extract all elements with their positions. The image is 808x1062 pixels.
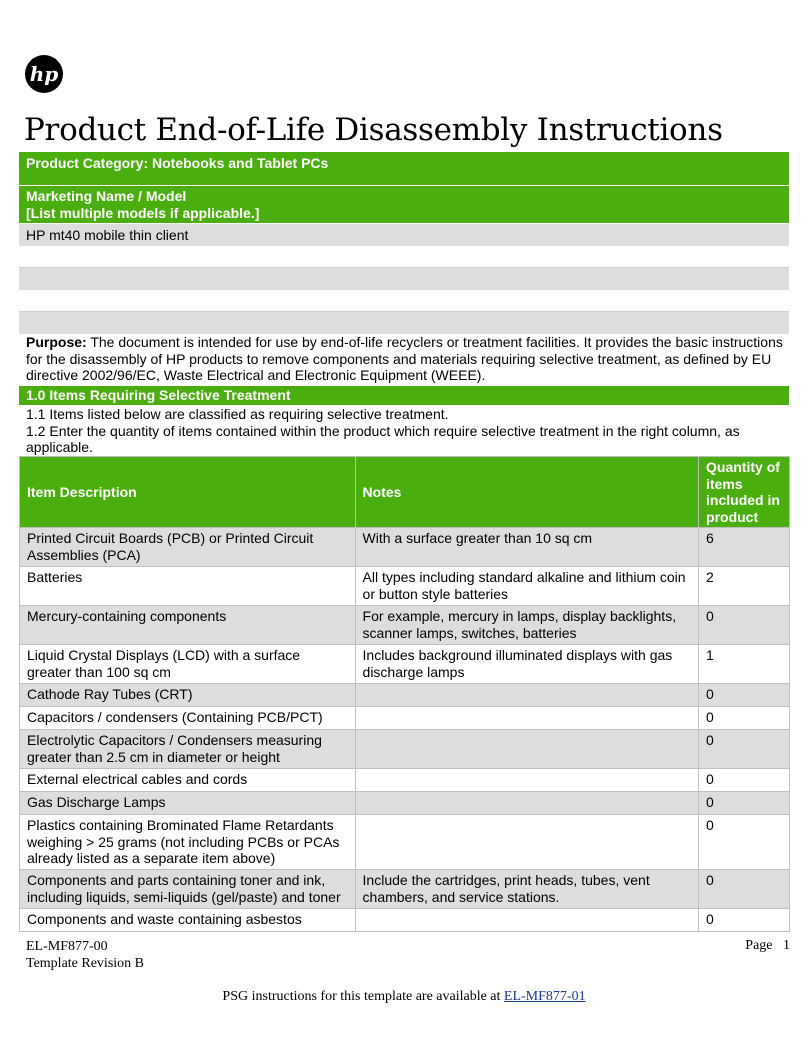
cell-item: Gas Discharge Lamps [20, 792, 356, 815]
items-table [19, 456, 790, 932]
cell-notes [355, 792, 699, 815]
model-row [19, 290, 789, 312]
psg-note: PSG instructions for this template are available at EL-MF877-01 [222, 989, 586, 1004]
cell-qty: 0 [699, 909, 790, 932]
table-row [20, 792, 790, 815]
cell-item: Liquid Crystal Displays (LCD) with a surface greater than 100 sq cm [20, 645, 356, 684]
instruction-line: 1.2 Enter the quantity of items contained within the product which require selective treatment in the right column, as applicable. [26, 422, 740, 455]
column-header-quantity: Quantity of items included in product [699, 457, 790, 528]
cell-qty: 0 [699, 769, 790, 792]
cell-item: Batteries [20, 567, 356, 606]
model-row [19, 312, 789, 334]
purpose-paragraph [26, 334, 788, 384]
table-row [20, 730, 790, 769]
cell-qty: 0 [699, 815, 790, 870]
cell-notes [355, 769, 699, 792]
instruction-line: 1.1 Items listed below are classified as requiring selective treatment. [26, 406, 449, 422]
page-title: Product End-of-Life Disassembly Instructions [24, 112, 723, 148]
marketing-name-hint: [List multiple models if applicable.] [26, 204, 260, 221]
cell-notes: All types including standard alkaline and lithium coin or button style batteries [355, 567, 699, 606]
cell-notes [355, 684, 699, 707]
cell-notes [355, 909, 699, 932]
cell-notes: Includes background illuminated displays with gas discharge lamps [355, 645, 699, 684]
table-row [20, 870, 790, 909]
doc-id: EL-MF877-00 [26, 939, 108, 954]
purpose-text: The document is intended for use by end-of-life recyclers or treatment facilities. It provides the basic instructions for the disassembly of HP products to remove components and materials requiring selective treatment, as defined by EU directive 2002/96/EC, Waste Electrical and Electronic Equipment (WEEE). [26, 334, 783, 383]
cell-item: Electrolytic Capacitors / Condensers measuring greater than 2.5 cm in diameter or height [20, 730, 356, 769]
hp-logo-icon [24, 54, 64, 94]
table-row [20, 645, 790, 684]
table-row [20, 909, 790, 932]
cell-item: Plastics containing Brominated Flame Retardants weighing > 25 grams (not including PCBs or PCAs already listed as a separate item above) [20, 815, 356, 870]
purpose-label: Purpose: [26, 334, 87, 350]
template-revision: Template Revision B [26, 956, 145, 971]
table-row [20, 528, 790, 567]
product-category-band [19, 152, 789, 185]
table-row [20, 707, 790, 730]
model-row [19, 268, 789, 290]
model-name: HP mt40 mobile thin client [26, 227, 189, 243]
cell-qty: 6 [699, 528, 790, 567]
cell-notes [355, 707, 699, 730]
cell-item: Capacitors / condensers (Containing PCB/PCT) [20, 707, 356, 730]
cell-item: Printed Circuit Boards (PCB) or Printed Circuit Assemblies (PCA) [20, 528, 356, 567]
section-instructions [26, 406, 788, 456]
column-header-notes: Notes [355, 457, 699, 528]
page-number: Page 1 [745, 938, 790, 953]
marketing-name-label: Marketing Name / Model [26, 188, 187, 204]
cell-notes [355, 815, 699, 870]
cell-qty: 2 [699, 567, 790, 606]
table-row [20, 684, 790, 707]
cell-item: Cathode Ray Tubes (CRT) [20, 684, 356, 707]
cell-qty: 0 [699, 606, 790, 645]
cell-qty: 0 [699, 792, 790, 815]
psg-link[interactable]: EL-MF877-01 [503, 989, 586, 1004]
cell-notes: With a surface greater than 10 sq cm [355, 528, 699, 567]
column-header-item: Item Description [20, 457, 356, 528]
footer-doc-info [26, 938, 144, 972]
model-row [19, 246, 789, 268]
cell-item: External electrical cables and cords [20, 769, 356, 792]
cell-qty: 0 [699, 684, 790, 707]
cell-item: Components and waste containing asbestos [20, 909, 356, 932]
cell-qty: 0 [699, 870, 790, 909]
table-row [20, 606, 790, 645]
cell-notes: Include the cartridges, print heads, tubes, vent chambers, and service stations. [355, 870, 699, 909]
model-row [19, 224, 789, 246]
cell-notes: For example, mercury in lamps, display backlights, scanner lamps, switches, batteries [355, 606, 699, 645]
svg-text:hp: hp [29, 62, 59, 86]
cell-qty: 0 [699, 707, 790, 730]
table-row [20, 567, 790, 606]
cell-item: Components and parts containing toner and ink, including liquids, semi-liquids (gel/paste) and toner [20, 870, 356, 909]
table-row [20, 769, 790, 792]
table-row [20, 815, 790, 870]
cell-item: Mercury-containing components [20, 606, 356, 645]
cell-qty: 1 [699, 645, 790, 684]
section-heading: 1.0 Items Requiring Selective Treatment [19, 386, 789, 405]
product-category-label: Product Category: Notebooks and Tablet PCs [26, 155, 329, 171]
marketing-name-band [19, 186, 789, 223]
cell-notes [355, 730, 699, 769]
cell-qty: 0 [699, 730, 790, 769]
